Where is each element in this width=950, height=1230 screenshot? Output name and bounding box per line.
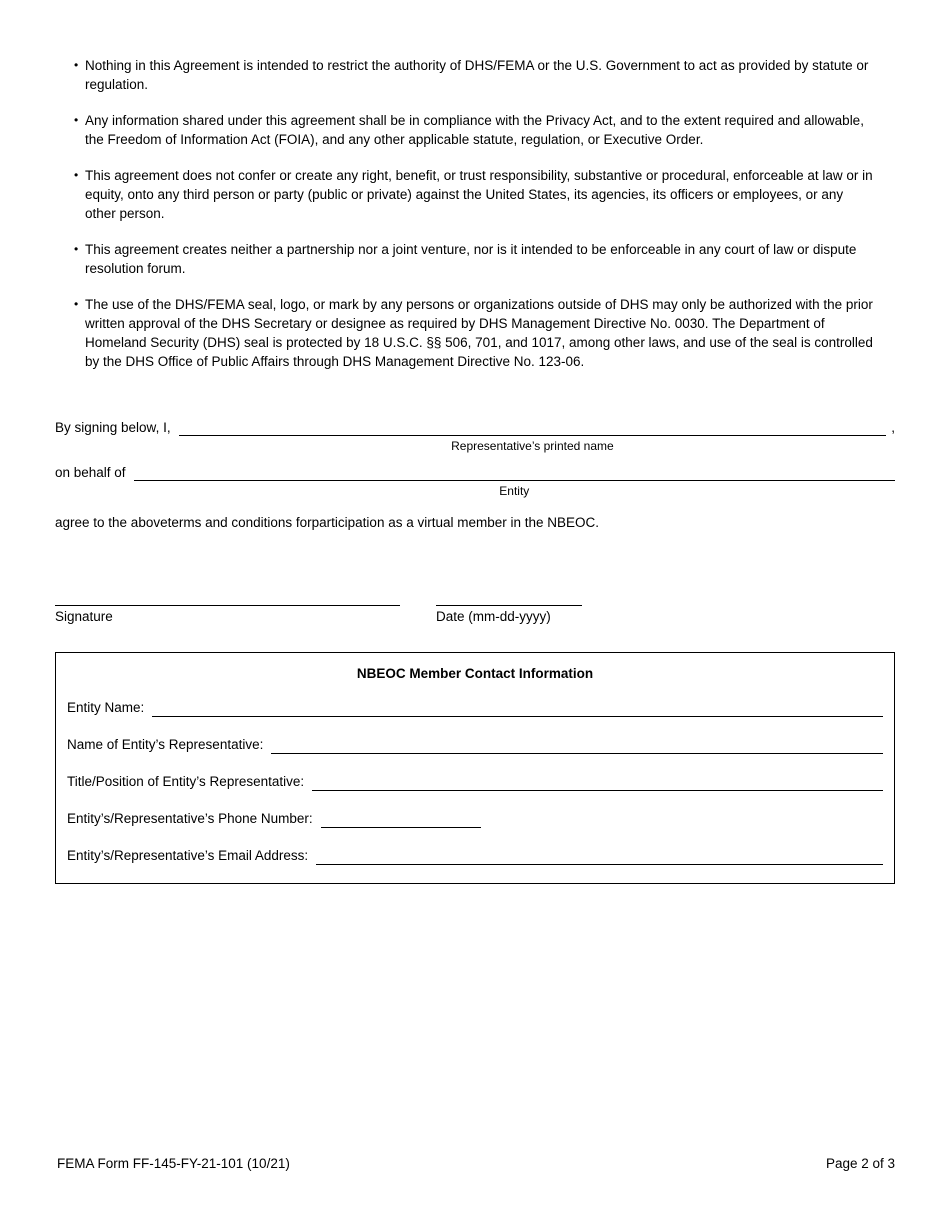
signature-label: Signature (55, 609, 113, 624)
bullet-icon: • (74, 58, 79, 72)
bullet-item (74, 240, 875, 278)
bullet-item (74, 111, 875, 149)
field-row (66, 847, 884, 865)
representative-name-label: Name of Entity’s Representative: (67, 737, 264, 752)
field-row (66, 736, 884, 754)
bullet-item (74, 295, 875, 371)
field-row (66, 810, 884, 828)
entity-name-label: Entity Name: (67, 700, 145, 715)
phone-number-label: Entity’s/Representative’s Phone Number: (67, 811, 313, 826)
bullet-icon: • (74, 242, 79, 256)
bullet-text: Any information shared under this agreement shall be in compliance with the Privacy Act, and to the extent required and allowable, the Freedom of Information Act (FOIA), and any other applicable statute, regulation, or Executive Order. (85, 113, 864, 147)
bullet-text: The use of the DHS/FEMA seal, logo, or mark by any persons or organizations outside of DHS may only be authorized with the prior written approval of the DHS Secretary or designee as required by DHS Management Directive No. 0030. The Department of Homeland Security (DHS) seal is protected by 18 U.S.C. §§ 506, 701, and 1017, among other laws, and use of the seal is controlled by the DHS Office of Public Affairs through DHS Management Directive No. 123-06. (85, 297, 873, 369)
entity-field[interactable] (134, 464, 895, 481)
on-behalf-label: on behalf of (55, 465, 126, 480)
representative-printed-name-field[interactable] (179, 419, 887, 436)
bullet-item (74, 166, 875, 223)
representative-title-label: Title/Position of Entity’s Representative: (67, 774, 305, 789)
signature-block (55, 588, 895, 626)
phone-number-field[interactable] (321, 810, 481, 828)
agreement-bullets (74, 56, 875, 371)
date-column (436, 588, 582, 626)
representative-title-field[interactable] (312, 773, 883, 791)
nbeoc-contact-box (55, 652, 895, 884)
bullet-icon: • (74, 113, 79, 127)
printed-name-line-column (179, 419, 887, 454)
bullet-item (74, 56, 875, 94)
date-label: Date (mm-dd-yyyy) (436, 609, 551, 624)
printed-name-caption: Representative’s printed name (451, 439, 614, 453)
entity-caption: Entity (499, 484, 530, 498)
signature-column (55, 588, 400, 626)
signature-field[interactable] (55, 588, 400, 606)
bullet-icon: • (74, 297, 79, 311)
contact-box-title: NBEOC Member Contact Information (356, 666, 594, 681)
bullet-text: This agreement creates neither a partnership nor a joint venture, nor is it intended to be enforceable in any court of law or dispute resolution forum. (85, 242, 857, 276)
entity-line-column (134, 464, 895, 499)
signing-prefix-label: By signing below, I, (55, 420, 171, 435)
agreement-statement: agree to the aboveterms and conditions forparticipation as a virtual member in the NBEOC. (55, 515, 600, 530)
representative-name-field[interactable] (271, 736, 883, 754)
field-row (66, 699, 884, 717)
entity-name-field[interactable] (152, 699, 883, 717)
bullet-icon: • (74, 168, 79, 182)
page-footer (57, 1155, 895, 1173)
date-field[interactable] (436, 588, 582, 606)
bullet-text: Nothing in this Agreement is intended to restrict the authority of DHS/FEMA or the U.S. Government to act as provided by statute or regulation. (85, 58, 869, 92)
email-address-label: Entity’s/Representative’s Email Address: (67, 848, 309, 863)
field-row (66, 773, 884, 791)
email-address-field[interactable] (316, 847, 883, 865)
form-number: FEMA Form FF-145-FY-21-101 (10/21) (57, 1156, 290, 1171)
signing-section (55, 419, 895, 626)
trailing-comma: , (891, 420, 895, 435)
bullet-text: This agreement does not confer or create any right, benefit, or trust responsibility, substantive or procedural, enforceable at law or in equity, onto any third person or party (public or private) against the United States, its agencies, its officers or employees, or any other person. (85, 168, 873, 221)
entity-row (55, 464, 895, 499)
page-indicator: Page 2 of 3 (825, 1156, 895, 1171)
printed-name-row (55, 419, 895, 454)
